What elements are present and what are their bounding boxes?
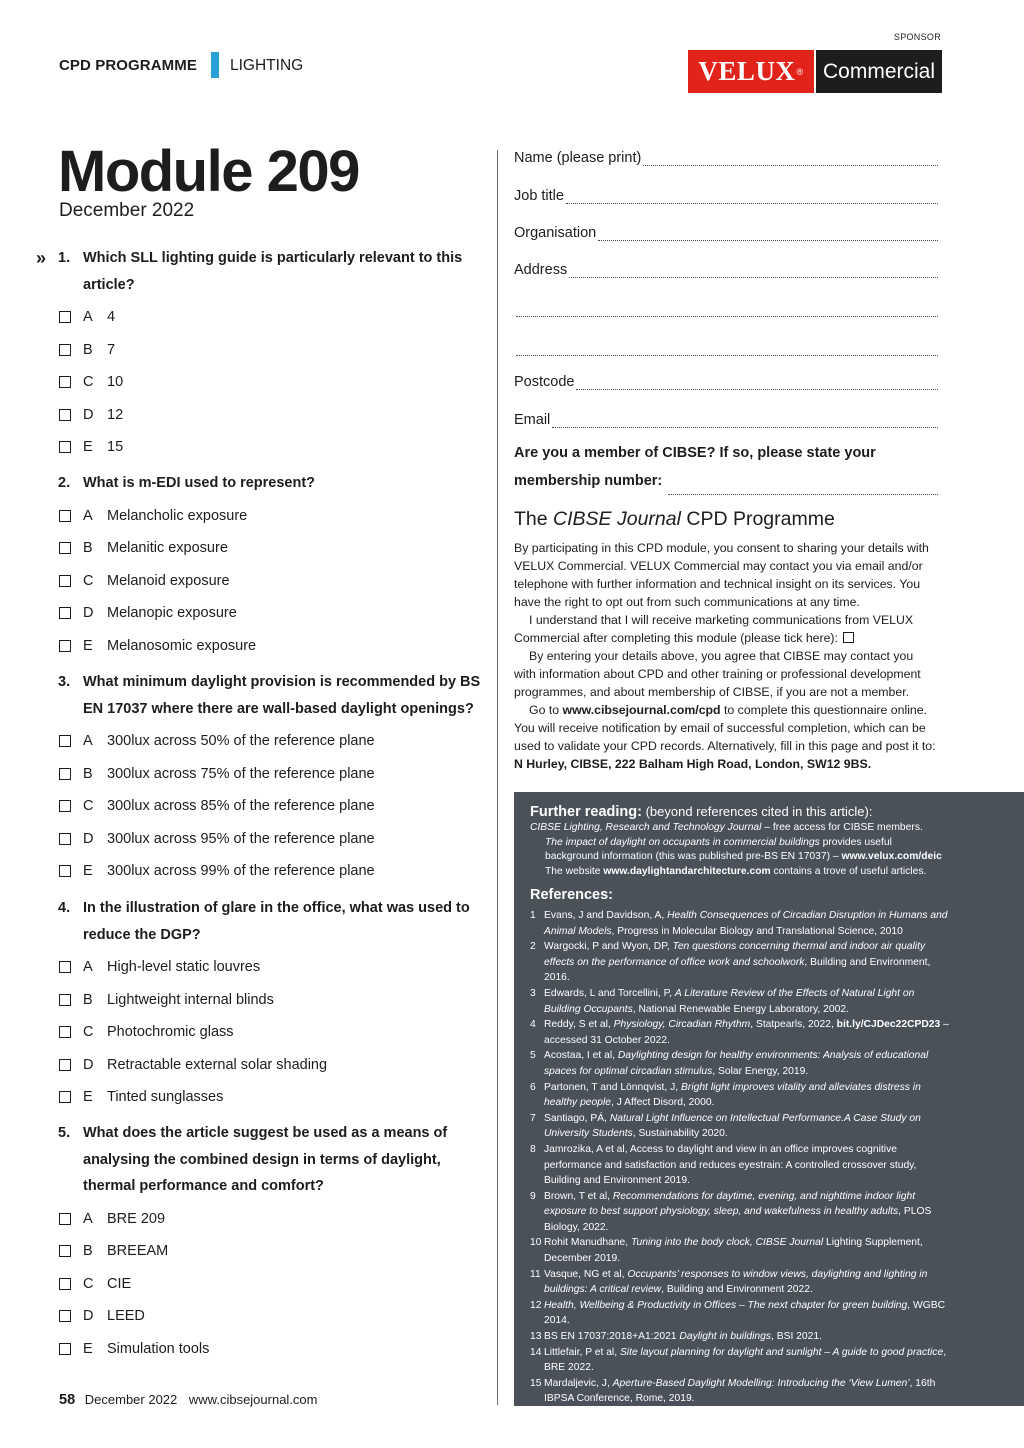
option-letter: D <box>83 605 94 621</box>
reference-item <box>530 1298 950 1329</box>
answer-checkbox[interactable] <box>59 768 71 780</box>
answer-checkbox[interactable] <box>59 865 71 877</box>
form-field-input[interactable] <box>598 227 938 241</box>
form-field-input[interactable] <box>552 414 938 428</box>
answer-option[interactable] <box>59 405 123 425</box>
answer-option[interactable] <box>59 506 247 526</box>
velux-logo-black: Commercial <box>816 50 942 93</box>
answer-checkbox[interactable] <box>59 575 71 587</box>
answer-checkbox[interactable] <box>59 1245 71 1257</box>
answer-checkbox[interactable] <box>59 510 71 522</box>
form-field-row <box>514 184 938 204</box>
reference-text <box>544 1235 950 1266</box>
form-field-input[interactable] <box>516 342 938 356</box>
form-field-row <box>514 370 938 390</box>
reference-text-part: , WGBC 2014. <box>544 1299 946 1327</box>
module-title: Module 209 <box>58 139 359 204</box>
reference-text-part: Bright light improves vitality and alleviates distress in healthy people <box>544 1081 921 1109</box>
answer-option[interactable] <box>59 538 228 558</box>
option-text: Melanosomic exposure <box>107 637 257 654</box>
reference-number: 5 <box>530 1050 536 1062</box>
reference-link[interactable]: www.radiance-online.org/ <box>594 1409 720 1420</box>
reference-number: 7 <box>530 1112 536 1124</box>
option-text: Melanitic exposure <box>107 540 228 556</box>
option-text: 300lux across 50% of the reference plane <box>107 733 375 749</box>
answer-option[interactable] <box>59 829 375 849</box>
option-text: Melanoid exposure <box>107 572 230 589</box>
form-field-row <box>514 336 938 356</box>
reference-text-part: , Building and Environment, 2016. <box>544 956 931 984</box>
reference-text-part: Tuning into the body clock, CIBSE Journal <box>631 1237 824 1249</box>
further-reading-body: CIBSE Lighting, Research and Technology Journal – free access for CIBSE members. The impact of daylight on occupants in commercial buildings provides useful background information (this was published pre-BS EN 17037) – www.velux.com/deic The website www.daylightandarchitecture.com contains a trove of useful articles. <box>530 822 942 877</box>
reference-item <box>530 1080 950 1111</box>
option-letter: D <box>83 1056 94 1073</box>
answer-checkbox[interactable] <box>59 1026 71 1038</box>
form-field-row <box>514 408 938 428</box>
reference-text <box>544 1407 950 1423</box>
answer-checkbox[interactable] <box>59 1343 71 1355</box>
reference-item <box>530 1376 950 1407</box>
reference-text <box>544 1111 950 1142</box>
reference-text-part: Littlefair, P et al, <box>544 1346 620 1358</box>
form-field-row <box>514 221 938 241</box>
form-field-input[interactable] <box>516 303 938 317</box>
reference-text-part: , Progress in Molecular Biology and Translational Science, 2010 <box>611 925 903 937</box>
answer-checkbox[interactable] <box>59 735 71 747</box>
option-text: 12 <box>107 406 124 423</box>
section-accent-bar <box>211 52 219 78</box>
reference-number: 1 <box>530 910 536 921</box>
answer-option[interactable] <box>59 796 375 816</box>
form-field-label: Email <box>514 412 551 428</box>
question-number: 3. <box>58 674 71 690</box>
reference-text-part: Edwards, L and Torcellini, P, <box>544 987 675 999</box>
further-reading-panel <box>514 792 1024 1420</box>
footer-date: December 2022 <box>84 1392 178 1407</box>
velux-logo-red: VELUX ® <box>688 50 814 93</box>
reference-text-part: RADSITE, <box>544 1409 595 1420</box>
form-field-label: Name (please print) <box>514 150 642 166</box>
answer-option[interactable] <box>59 1339 209 1359</box>
reference-item <box>530 1111 950 1142</box>
reference-text-part: , 16th IBPSA Conference, Rome, 2019. <box>544 1377 936 1405</box>
answer-checkbox[interactable] <box>59 1278 71 1290</box>
option-text: Melancholic exposure <box>107 507 248 524</box>
reference-number: 2 <box>530 941 536 953</box>
question-text: Which SLL lighting guide is particularly relevant to this article? <box>83 250 463 293</box>
answer-option[interactable] <box>59 1022 234 1042</box>
reference-text-part: , National Renewable Energy Laboratory, 2002. <box>632 1003 849 1015</box>
reference-text-part: Recommendations for daytime, evening, and nighttime indoor light exposure to best support physiology, sleep, and wakefulness in healthy adults <box>544 1190 916 1218</box>
option-text: LEED <box>107 1308 145 1324</box>
page-number: 58 <box>59 1392 76 1408</box>
option-letter: B <box>83 991 93 1008</box>
cibse-contact-paragraph: By entering your details above, you agree that CIBSE may contact you with information about CPD and other training or professional development programmes, and about membership of CIBSE, if you are not a member. <box>514 649 921 699</box>
question-text: What does the article suggest be used as a means of analysing the combined design in terms of daylight, thermal performance and comfort? <box>83 1125 448 1194</box>
reference-text <box>544 1267 950 1298</box>
answer-checkbox[interactable] <box>59 640 71 652</box>
option-letter: E <box>83 1340 93 1357</box>
reference-text-part: , PLOS Biology, 2022. <box>544 1206 932 1233</box>
page-footer <box>59 1392 326 1408</box>
option-text: 300lux across 75% of the reference plane <box>107 765 375 782</box>
reference-item <box>530 1407 950 1423</box>
option-text: BRE 209 <box>107 1210 166 1227</box>
option-text: 300lux across 99% of the reference plane <box>107 863 375 879</box>
option-letter: E <box>83 439 93 455</box>
programme-title: The CIBSE Journal CPD Programme <box>514 508 835 530</box>
footer-url: www.cibsejournal.com <box>188 1392 318 1407</box>
answer-checkbox[interactable] <box>59 1091 71 1103</box>
column-divider <box>497 150 498 1405</box>
further-reading-heading: Further reading: (beyond references cited in this article): <box>530 804 873 820</box>
reference-text-part: Vasque, NG et al, <box>544 1268 628 1280</box>
option-text: 300lux across 95% of the reference plane <box>107 830 375 847</box>
reference-text-part: Daylight in buildings <box>679 1331 771 1343</box>
option-text: 10 <box>107 374 124 390</box>
option-letter: A <box>83 733 93 749</box>
answer-option[interactable] <box>59 571 230 591</box>
reference-text-part: Natural Light Influence on Intellectual Performance.A Case Study on University Students <box>544 1112 921 1140</box>
answer-checkbox[interactable] <box>59 1059 71 1071</box>
sponsor-label: SPONSOR <box>893 32 941 42</box>
velux-commercial-logo <box>688 50 942 93</box>
reference-text-part: – accessed 31 October 2022. <box>544 1019 949 1046</box>
reference-text-part: Physiology, Circadian Rhythm <box>613 1019 751 1031</box>
answer-option[interactable] <box>59 861 375 881</box>
reference-text-part: Evans, J and Davidson, A, <box>544 910 668 921</box>
option-text: Lightweight internal blinds <box>107 991 274 1008</box>
reference-text-part: Mardaljevic, J, <box>544 1377 613 1389</box>
reference-number: 14 <box>530 1346 542 1358</box>
option-text: Retractable external solar shading <box>107 1056 328 1073</box>
answer-checkbox[interactable] <box>59 441 71 453</box>
question-text: What minimum daylight provision is recommended by BS EN 17037 where there are wall-based daylight openings? <box>83 674 481 717</box>
answer-checkbox[interactable] <box>59 344 71 356</box>
marketing-paragraph: I understand that I will receive marketing communications from VELUX Commercial after completing this module (please tick here): <box>514 613 914 645</box>
module-date: December 2022 <box>59 200 195 221</box>
answer-checkbox[interactable] <box>59 607 71 619</box>
form-field-row <box>514 258 938 278</box>
reference-text-part: Aperture-Based Daylight Modelling: Introducing the ‘View Lumen’ <box>612 1377 910 1389</box>
option-letter: E <box>83 1089 93 1105</box>
reference-number: 16 <box>530 1409 542 1420</box>
option-letter: B <box>83 341 93 358</box>
form-field-label: Organisation <box>514 225 597 241</box>
answer-checkbox[interactable] <box>59 833 71 845</box>
option-text: High-level static louvres <box>107 959 261 975</box>
postal-address: N Hurley, CIBSE, 222 Balham High Road, London, SW12 9BS. <box>514 757 872 771</box>
answer-option[interactable] <box>59 636 256 656</box>
reference-text <box>544 939 950 986</box>
reference-text-part: , BRE 2022. <box>544 1346 947 1374</box>
reference-text <box>544 1017 950 1048</box>
form-field-label: Postcode <box>514 374 575 390</box>
answer-checkbox[interactable] <box>59 409 71 421</box>
reference-text <box>544 1142 950 1189</box>
reference-text-part: Jamrozika, A et al, Access to daylight and view in an office improves cognitive performance and satisfaction and reduces eyestrain: A controlled crossover study, Building and Environment 2019. <box>544 1143 917 1187</box>
reference-text-part: Acostaa, I et al, <box>544 1050 618 1062</box>
question-number: 2. <box>58 475 71 491</box>
question-number: 1. <box>58 250 71 266</box>
answer-option[interactable] <box>59 437 123 457</box>
online-paragraph: Go to www.cibsejournal.com/cpd to complete this questionnaire online. You will receive notification by email of successful completion, which can be used to validate your CPD records. Alternatively, fill in this page and post it to: N Hurley, CIBSE, 222 Balham High Road, London, SW12 9BS. <box>514 703 936 771</box>
form-field-row <box>514 297 938 317</box>
reference-text <box>544 1080 950 1111</box>
reference-text <box>544 908 950 939</box>
form-field-input[interactable] <box>566 190 938 204</box>
reference-number: 8 <box>530 1143 536 1155</box>
answer-option[interactable] <box>59 1274 131 1294</box>
option-letter: B <box>83 540 93 556</box>
option-text: Melanopic exposure <box>107 605 237 621</box>
reference-item <box>530 1189 950 1236</box>
reference-item <box>530 1235 950 1266</box>
option-letter: A <box>83 309 93 325</box>
option-text: Photochromic glass <box>107 1024 234 1040</box>
reference-text-part: Reddy, S et al, <box>544 1019 614 1031</box>
reference-text-part: , BSI 2021. <box>771 1331 822 1343</box>
reference-number: 6 <box>530 1081 536 1093</box>
marketing-consent-checkbox[interactable] <box>843 632 854 643</box>
reference-number: 9 <box>530 1190 536 1202</box>
option-text: CIE <box>107 1275 132 1292</box>
form-field-row <box>514 146 938 166</box>
option-letter: C <box>83 374 94 390</box>
question-arrow-icon: » <box>36 248 47 268</box>
cpd-link[interactable]: www.cibsejournal.com/cpd <box>562 703 721 717</box>
option-letter: A <box>83 1210 93 1227</box>
reference-text <box>544 1298 950 1329</box>
reference-text-part: , Building and Environment 2022. <box>661 1284 813 1296</box>
reference-item <box>530 986 950 1017</box>
membership-question: Are you a member of CIBSE? If so, please state your membership number: <box>514 439 938 495</box>
reference-text-part: Ten questions concerning thermal and indoor air quality effects on the performance of office work and schoolwork <box>544 941 926 968</box>
form-field-input[interactable] <box>576 376 938 390</box>
consent-paragraph: By participating in this CPD module, you consent to sharing your details with VELUX Commercial. VELUX Commercial may contact you via email and/or telephone with further information and technical insight on its services. You have the right to opt out from such communications at any time. <box>514 541 929 609</box>
reference-item <box>530 1267 950 1298</box>
answer-checkbox[interactable] <box>59 1213 71 1225</box>
option-letter: C <box>83 1024 94 1040</box>
subsection-label: LIGHTING <box>230 57 304 74</box>
reference-text-part: Health Consequences of Circadian Disruption in Humans and Animal Models <box>544 910 948 937</box>
answer-option[interactable] <box>59 372 123 392</box>
membership-number-field[interactable] <box>668 479 938 495</box>
reference-item <box>530 1142 950 1189</box>
reference-number: 12 <box>530 1299 542 1311</box>
option-letter: A <box>83 507 93 524</box>
question-number: 5. <box>58 1125 71 1141</box>
reference-item <box>530 1345 950 1376</box>
daylight-architecture-link[interactable]: www.daylightandarchitecture.com <box>603 865 771 877</box>
form-field-input[interactable] <box>569 264 938 278</box>
answer-option[interactable] <box>59 1241 168 1261</box>
option-letter: E <box>83 863 93 879</box>
reference-item <box>530 939 950 986</box>
option-letter: D <box>83 830 94 847</box>
answer-checkbox[interactable] <box>59 376 71 388</box>
reference-number: 15 <box>530 1377 542 1389</box>
references-list <box>530 908 950 1423</box>
option-letter: C <box>83 1275 94 1292</box>
reference-text <box>544 986 950 1017</box>
answer-option[interactable] <box>59 990 274 1010</box>
reference-number: 11 <box>530 1268 541 1280</box>
reference-number: 4 <box>530 1019 536 1031</box>
programme-body <box>514 539 938 773</box>
answer-checkbox[interactable] <box>59 961 71 973</box>
option-text: 4 <box>107 309 116 325</box>
reference-item <box>530 1048 950 1079</box>
reference-item <box>530 908 950 939</box>
option-letter: B <box>83 1243 93 1259</box>
answer-option[interactable] <box>59 764 375 784</box>
form-field-label: Job title <box>514 188 564 204</box>
option-text: Tinted sunglasses <box>107 1089 224 1105</box>
option-text: 7 <box>107 341 116 358</box>
answer-option[interactable] <box>59 340 115 360</box>
reference-text-part: , Solar Energy, 2019. <box>712 1065 809 1077</box>
answer-option[interactable] <box>59 1209 165 1229</box>
answer-checkbox[interactable] <box>59 311 71 323</box>
reference-text-part: , Statpearls, 2022, <box>750 1019 837 1031</box>
reference-text-part: BS EN 17037:2018+A1:2021 <box>544 1331 680 1343</box>
reference-text <box>544 1345 950 1376</box>
option-letter: D <box>83 406 94 423</box>
answer-checkbox[interactable] <box>59 800 71 812</box>
reference-item <box>530 1017 950 1048</box>
form-field-label: Address <box>514 262 568 278</box>
option-letter: C <box>83 798 94 814</box>
option-letter: D <box>83 1308 94 1324</box>
option-letter: A <box>83 959 93 975</box>
question-number: 4. <box>58 900 71 916</box>
reference-text <box>544 1189 950 1236</box>
reference-number: 3 <box>530 987 536 999</box>
reference-text-part: Rohit Manudhane, <box>544 1237 632 1249</box>
reference-text-part: Lighting Supplement, December 2019. <box>544 1237 923 1265</box>
option-text: BREEAM <box>107 1243 169 1259</box>
answer-option[interactable] <box>59 957 260 977</box>
reference-text-part: A Literature Review of the Effects of Natural Light on Building Occupants <box>544 987 915 1015</box>
reference-text-part: Occupants’ responses to window views, daylighting and lighting in buildings: A critical review <box>544 1268 928 1296</box>
references-heading: References: <box>530 887 614 903</box>
reference-text-part: Santiago, PÁ, <box>544 1112 610 1124</box>
answer-checkbox[interactable] <box>59 542 71 554</box>
option-text: 15 <box>107 439 124 455</box>
reference-text-part: Health, Wellbeing & Productivity in Offices – The next chapter for green building <box>544 1299 908 1311</box>
answer-option[interactable] <box>59 1087 223 1107</box>
reference-text-part: , J Affect Disord, 2000. <box>611 1097 715 1109</box>
answer-checkbox[interactable] <box>59 994 71 1006</box>
reference-text-part: Wargocki, P and Wyon, DP, <box>544 941 673 953</box>
reference-number: 13 <box>530 1331 542 1343</box>
reference-number: 10 <box>530 1237 542 1249</box>
reference-text <box>544 1048 950 1079</box>
answer-option[interactable] <box>59 307 115 327</box>
option-letter: C <box>83 572 94 589</box>
question-text: In the illustration of glare in the office, what was used to reduce the DGP? <box>83 900 470 943</box>
form-field-input[interactable] <box>643 152 938 166</box>
option-letter: B <box>83 765 93 782</box>
reference-text-part: Partonen, T and Lönnqvist, J, <box>544 1081 682 1093</box>
question-text: What is m-EDI used to represent? <box>83 475 316 491</box>
option-text: 300lux across 85% of the reference plane <box>107 798 375 814</box>
reference-text-part: Site layout planning for daylight and sunlight – A guide to good practice <box>619 1346 944 1358</box>
option-text: Simulation tools <box>107 1340 210 1357</box>
answer-option[interactable] <box>59 1055 327 1075</box>
reference-text <box>544 1329 950 1345</box>
reference-text-part: Brown, T et al, <box>544 1190 613 1202</box>
reference-item <box>530 1329 950 1345</box>
reference-text-part: Daylighting design for healthy environments: Analysis of educational spaces for optimal circadian stimulus <box>544 1050 929 1077</box>
reference-link[interactable]: bit.ly/CJDec22CPD23 <box>836 1019 941 1031</box>
answer-option[interactable] <box>59 731 375 751</box>
answer-option[interactable] <box>59 603 237 623</box>
answer-checkbox[interactable] <box>59 1310 71 1322</box>
answer-option[interactable] <box>59 1306 145 1326</box>
section-label: CPD PROGRAMME <box>59 57 197 74</box>
velux-deic-link[interactable]: www.velux.com/deic <box>841 851 942 862</box>
option-letter: E <box>83 637 93 654</box>
reference-text-part: , Sustainability 2020. <box>632 1128 728 1140</box>
reference-text <box>544 1376 950 1407</box>
